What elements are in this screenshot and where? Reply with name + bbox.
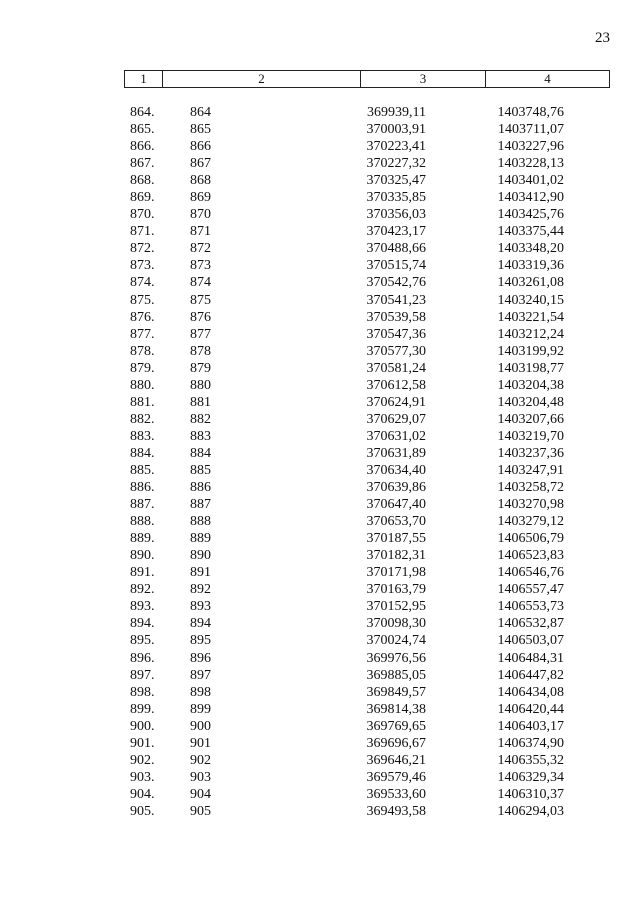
table-cell-col-4: 1403198,77 [497, 360, 564, 376]
table-row [124, 445, 610, 462]
table-cell-col-3: 370335,85 [366, 190, 426, 206]
table-cell-col-1: 896. [130, 650, 155, 666]
table-cell-col-1: 891. [130, 565, 155, 581]
table-cell-col-4: 1406294,03 [497, 803, 564, 819]
table-cell-col-2: 875 [190, 292, 211, 308]
table-cell-col-1: 889. [130, 531, 155, 547]
table-cell-col-2: 903 [190, 769, 211, 785]
table-cell-col-4: 1403270,98 [497, 497, 564, 513]
table-cell-col-1: 873. [130, 258, 155, 274]
table-cell-col-1: 869. [130, 190, 155, 206]
table-cell-col-4: 1403247,91 [497, 462, 564, 478]
header-cell-3: 3 [361, 71, 486, 87]
table-cell-col-1: 876. [130, 309, 155, 325]
table-cell-col-2: 871 [190, 224, 211, 240]
table-cell-col-1: 898. [130, 684, 155, 700]
table-cell-col-3: 370631,89 [366, 445, 426, 461]
table-cell-col-3: 369579,46 [366, 769, 426, 785]
table-cell-col-2: 874 [190, 275, 211, 291]
header-cell-4: 4 [544, 71, 551, 86]
table-cell-col-3: 370182,31 [366, 548, 426, 564]
table-row [124, 360, 610, 377]
table-cell-col-4: 1403258,72 [497, 480, 564, 496]
table-row [124, 343, 610, 360]
table-cell-col-2: 904 [190, 786, 211, 802]
table-cell-col-2: 876 [190, 309, 211, 325]
table-cell-col-2: 898 [190, 684, 211, 700]
table-row [124, 667, 610, 684]
table-cell-col-3: 370539,58 [366, 309, 426, 325]
table-row [124, 257, 610, 274]
table-cell-col-2: 901 [190, 735, 211, 751]
table-cell-col-3: 369533,60 [366, 786, 426, 802]
table-cell-col-2: 882 [190, 411, 211, 427]
table-cell-col-4: 1406420,44 [497, 701, 564, 717]
table-cell-col-3: 369696,67 [366, 735, 426, 751]
table-cell-col-3: 370612,58 [366, 377, 426, 393]
table-cell-col-2: 885 [190, 462, 211, 478]
table-cell-col-2: 877 [190, 326, 211, 342]
table-cell-col-4: 1403279,12 [497, 514, 564, 530]
table-cell-col-1: 865. [130, 122, 155, 138]
table-row [124, 735, 610, 752]
table-cell-col-2: 886 [190, 480, 211, 496]
table-cell-col-3: 370187,55 [366, 531, 426, 547]
table-cell-col-3: 370653,70 [366, 514, 426, 530]
table-row [124, 769, 610, 786]
table-row [124, 292, 610, 309]
table-cell-col-1: 892. [130, 582, 155, 598]
table-cell-col-4: 1403228,13 [497, 156, 564, 172]
table-cell-col-1: 867. [130, 156, 155, 172]
table-cell-col-1: 880. [130, 377, 155, 393]
table-row [124, 547, 610, 564]
table-cell-col-2: 900 [190, 718, 211, 734]
table-row [124, 394, 610, 411]
table-cell-col-4: 1406434,08 [497, 684, 564, 700]
table-cell-col-3: 370624,91 [366, 394, 426, 410]
table-row [124, 496, 610, 513]
table-row [124, 411, 610, 428]
table-cell-col-2: 896 [190, 650, 211, 666]
table-cell-col-3: 369939,11 [367, 105, 426, 120]
table-cell-col-2: 883 [190, 428, 211, 444]
table-cell-col-4: 1406403,17 [497, 718, 564, 734]
table-cell-col-2: 880 [190, 377, 211, 393]
table-cell-col-1: 897. [130, 667, 155, 683]
table-cell-col-1: 881. [130, 394, 155, 410]
table-row [124, 206, 610, 223]
table-row [124, 684, 610, 701]
table-cell-col-1: 887. [130, 497, 155, 513]
table-cell-col-2: 902 [190, 752, 211, 768]
table-row [124, 564, 610, 581]
table-cell-col-3: 370629,07 [366, 411, 426, 427]
table-cell-col-2: 891 [190, 565, 211, 581]
table-cell-col-1: 871. [130, 224, 155, 240]
table-cell-col-4: 1403240,15 [497, 292, 564, 308]
table-row [124, 598, 610, 615]
table-cell-col-1: 895. [130, 633, 155, 649]
table-cell-col-4: 1406484,31 [497, 650, 564, 666]
table-cell-col-3: 370098,30 [366, 616, 426, 632]
table-row [124, 803, 610, 820]
table-cell-col-3: 369885,05 [366, 667, 426, 683]
table-cell-col-3: 370325,47 [366, 173, 426, 189]
table-cell-col-2: 868 [190, 173, 211, 189]
table-cell-col-2: 890 [190, 548, 211, 564]
table-cell-col-2: 897 [190, 667, 211, 683]
table-cell-col-1: 890. [130, 548, 155, 564]
table-cell-col-2: 895 [190, 633, 211, 649]
table-row [124, 240, 610, 257]
table-cell-col-3: 370547,36 [366, 326, 426, 342]
table-cell-col-2: 884 [190, 445, 211, 461]
table-cell-col-2: 879 [190, 360, 211, 376]
table-row [124, 189, 610, 206]
table-cell-col-4: 1403227,96 [497, 139, 564, 155]
table-row [124, 462, 610, 479]
table-cell-col-4: 1406374,90 [497, 735, 564, 751]
table-cell-col-4: 1403221,54 [497, 309, 564, 325]
table-cell-col-1: 900. [130, 718, 155, 734]
table-cell-col-4: 1406506,79 [497, 531, 564, 547]
table-cell-col-1: 893. [130, 599, 155, 615]
table-cell-col-1: 899. [130, 701, 155, 717]
table-cell-col-3: 370024,74 [366, 633, 426, 649]
table-header [124, 70, 610, 88]
table-row [124, 530, 610, 547]
table-cell-col-1: 888. [130, 514, 155, 530]
table-cell-col-3: 370356,03 [366, 207, 426, 223]
table-cell-col-4: 1403204,48 [497, 394, 564, 410]
table-cell-col-3: 369814,38 [366, 701, 426, 717]
table-row [124, 155, 610, 172]
table-cell-col-4: 1403207,66 [497, 411, 564, 427]
table-cell-col-2: 873 [190, 258, 211, 274]
table-cell-col-3: 370581,24 [366, 360, 426, 376]
table-cell-col-3: 370488,66 [366, 241, 426, 257]
table-cell-col-1: 903. [130, 769, 155, 785]
table-cell-col-3: 370639,86 [366, 480, 426, 496]
table-cell-col-2: 894 [190, 616, 211, 632]
table-cell-col-3: 370542,76 [366, 275, 426, 291]
table-cell-col-4: 1403199,92 [497, 343, 564, 359]
table-cell-col-2: 888 [190, 514, 211, 530]
table-cell-col-3: 370647,40 [366, 497, 426, 513]
table-row [124, 377, 610, 394]
table-cell-col-2: 872 [190, 241, 211, 257]
table-cell-col-2: 881 [190, 394, 211, 410]
table-cell-col-4: 1403425,76 [497, 207, 564, 223]
table-cell-col-1: 874. [130, 275, 155, 291]
table-cell-col-1: 905. [130, 803, 155, 819]
table-cell-col-1: 894. [130, 616, 155, 632]
table-cell-col-2: 899 [190, 701, 211, 717]
table-cell-col-4: 1406557,47 [497, 582, 564, 598]
table-row [124, 786, 610, 803]
table-row [124, 104, 610, 121]
table-cell-col-1: 872. [130, 241, 155, 257]
table-cell-col-1: 877. [130, 326, 155, 342]
table-row [124, 138, 610, 155]
table-cell-col-1: 866. [130, 139, 155, 155]
table-cell-col-2: 865 [190, 122, 211, 138]
table-cell-col-2: 867 [190, 156, 211, 172]
table-cell-col-2: 893 [190, 599, 211, 615]
table-row [124, 274, 610, 291]
table-cell-col-1: 868. [130, 173, 155, 189]
table-cell-col-2: 870 [190, 207, 211, 223]
table-cell-col-4: 1403348,20 [497, 241, 564, 257]
table-cell-col-3: 369769,65 [366, 718, 426, 734]
table-cell-col-4: 1403261,08 [497, 275, 564, 291]
table-cell-col-1: 878. [130, 343, 155, 359]
table-body [124, 104, 610, 820]
table-row [124, 650, 610, 667]
table-cell-col-1: 879. [130, 360, 155, 376]
table-cell-col-4: 1403412,90 [497, 190, 564, 206]
table-cell-col-4: 1406355,32 [497, 752, 564, 768]
table-cell-col-3: 370515,74 [366, 258, 426, 274]
table-row [124, 223, 610, 240]
table-cell-col-4: 1406546,76 [497, 565, 564, 581]
table-cell-col-2: 878 [190, 343, 211, 359]
table-cell-col-3: 369493,58 [366, 803, 426, 819]
table-cell-col-2: 887 [190, 497, 211, 513]
table-row [124, 701, 610, 718]
table-cell-col-4: 1403319,36 [497, 258, 564, 274]
table-cell-col-4: 1406310,37 [497, 786, 564, 802]
table-cell-col-3: 370634,40 [366, 462, 426, 478]
table-cell-col-2: 889 [190, 531, 211, 547]
table-cell-col-3: 370223,41 [366, 139, 426, 155]
table-cell-col-1: 882. [130, 411, 155, 427]
table-cell-col-4: 1403748,76 [497, 105, 564, 120]
table-cell-col-3: 370227,32 [366, 156, 426, 172]
table-cell-col-4: 1403219,70 [497, 428, 564, 444]
table-cell-col-3: 370423,17 [366, 224, 426, 240]
table-cell-col-3: 369976,56 [366, 650, 426, 666]
table-cell-col-4: 1406523,83 [497, 548, 564, 564]
table-cell-col-1: 886. [130, 480, 155, 496]
table-row [124, 172, 610, 189]
table-cell-col-1: 904. [130, 786, 155, 802]
table-cell-col-4: 1406329,34 [497, 769, 564, 785]
table-row [124, 326, 610, 343]
table-row [124, 309, 610, 326]
table-row [124, 632, 610, 649]
table-row [124, 752, 610, 769]
table-cell-col-4: 1403204,38 [497, 377, 564, 393]
table-cell-col-2: 864 [190, 105, 211, 120]
table-cell-col-3: 370003,91 [366, 122, 426, 138]
table-cell-col-2: 905 [190, 803, 211, 819]
header-cell-2: 2 [163, 71, 361, 87]
table-cell-col-3: 370171,98 [366, 565, 426, 581]
table-cell-col-2: 866 [190, 139, 211, 155]
table-row [124, 121, 610, 138]
table-cell-col-4: 1406447,82 [497, 667, 564, 683]
table-cell-col-1: 902. [130, 752, 155, 768]
table-cell-col-2: 869 [190, 190, 211, 206]
table-cell-col-1: 885. [130, 462, 155, 478]
page-number: 23 [595, 30, 610, 46]
table-cell-col-4: 1406553,73 [497, 599, 564, 615]
table-cell-col-3: 370163,79 [366, 582, 426, 598]
table-cell-col-4: 1406503,07 [497, 633, 564, 649]
table-cell-col-1: 901. [130, 735, 155, 751]
table-cell-col-3: 369849,57 [366, 684, 426, 700]
table-row [124, 615, 610, 632]
table-cell-col-3: 370631,02 [366, 428, 426, 444]
table-cell-col-4: 1406532,87 [497, 616, 564, 632]
table-cell-col-4: 1403237,36 [497, 445, 564, 461]
table-cell-col-3: 370152,95 [366, 599, 426, 615]
table-cell-col-3: 370541,23 [366, 292, 426, 308]
table-row [124, 428, 610, 445]
table-cell-col-3: 370577,30 [366, 343, 426, 359]
table-row [124, 581, 610, 598]
table-cell-col-1: 864. [130, 105, 155, 120]
table-cell-col-2: 892 [190, 582, 211, 598]
table-cell-col-1: 870. [130, 207, 155, 223]
table-cell-col-3: 369646,21 [366, 752, 426, 768]
table-cell-col-4: 1403212,24 [497, 326, 564, 342]
table-row [124, 718, 610, 735]
table-cell-col-1: 884. [130, 445, 155, 461]
table-row [124, 479, 610, 496]
table-cell-col-4: 1403401,02 [497, 173, 564, 189]
table-cell-col-4: 1403375,44 [497, 224, 564, 240]
table-cell-col-4: 1403711,07 [498, 122, 564, 138]
table-row [124, 513, 610, 530]
header-cell-1: 1 [125, 71, 163, 87]
table-cell-col-1: 875. [130, 292, 155, 308]
table-cell-col-1: 883. [130, 428, 155, 444]
